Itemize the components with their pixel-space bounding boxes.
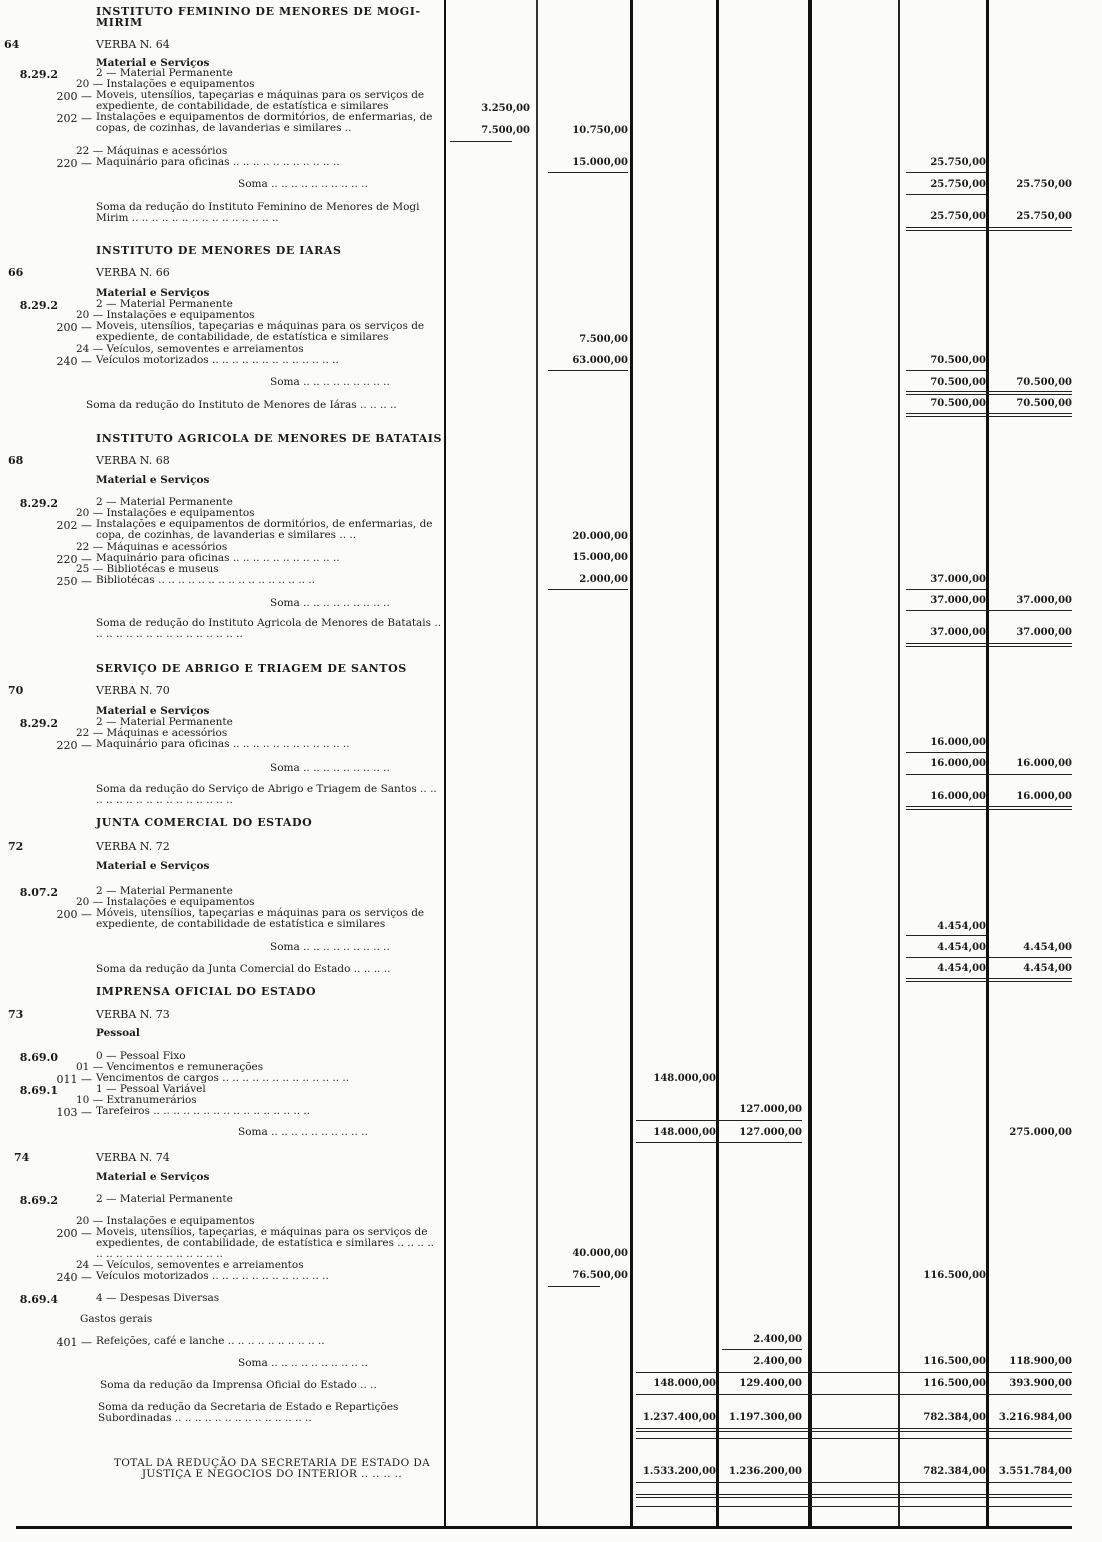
item-label: Veículos motorizados .. .. .. .. .. .. .. .. .. .. .. .. .. xyxy=(96,354,339,366)
reduction-label: Soma da redução do Serviço de Abrigo e Triagem de Santos .. .. .. .. .. .. .. .. .. .. .. .. .. .. .. .. xyxy=(96,783,437,806)
item-code: 200 — xyxy=(56,90,92,103)
amount: 2.000,00 xyxy=(579,574,628,585)
item-code: 200 — xyxy=(56,321,92,334)
verba-code: 66 xyxy=(8,266,24,279)
item-label: Vencimentos de cargos .. .. .. .. .. .. .. .. .. .. .. .. .. xyxy=(96,1072,350,1084)
item-code: 202 — xyxy=(56,112,92,125)
amount: 127.000,00 xyxy=(739,1104,802,1115)
item-label: 1 — Pessoal Variável xyxy=(96,1083,206,1095)
amount: 16.000,00 xyxy=(930,791,986,802)
amount: 4.454,00 xyxy=(937,963,986,974)
amount: 148.000,00 xyxy=(653,1127,716,1138)
verba-label: VERBA N. 70 xyxy=(96,684,170,697)
amount: 15.000,00 xyxy=(572,552,628,563)
item-label: 2 — Material Permanente xyxy=(96,67,233,79)
amount: 2.400,00 xyxy=(753,1334,802,1345)
class-code: 8.29.2 xyxy=(19,497,58,510)
item-label: 01 — Vencimentos e remunerações xyxy=(76,1061,264,1073)
amount: 116.500,00 xyxy=(923,1356,986,1367)
amount: 16.000,00 xyxy=(1016,791,1072,802)
amount: 3.250,00 xyxy=(481,103,530,114)
item-label: 22 — Máquinas e acessórios xyxy=(76,145,228,157)
item-label: 2 — Material Permanente xyxy=(96,496,233,508)
item-label: 24 — Veículos, semoventes e arreiamentos xyxy=(76,343,304,355)
item-code: 202 — xyxy=(56,519,92,532)
item-code: 240 — xyxy=(56,1271,92,1284)
item-code: 220 — xyxy=(56,739,92,752)
category: Material e Serviços xyxy=(96,705,210,717)
item-label: 2 — Material Permanente xyxy=(96,1193,233,1205)
item-label: 25 — Bibliotécas e museus xyxy=(76,563,219,575)
amount: 25.750,00 xyxy=(930,157,986,168)
item-label: Tarefeiros .. .. .. .. .. .. .. .. .. .. .. .. .. .. .. .. xyxy=(96,1105,311,1117)
amount: 25.750,00 xyxy=(1016,211,1072,222)
amount: 782.384,00 xyxy=(923,1412,986,1423)
amount: 7.500,00 xyxy=(481,125,530,136)
amount: 25.750,00 xyxy=(930,211,986,222)
amount: 148.000,00 xyxy=(653,1378,716,1389)
item-label: Maquinário para oficinas .. .. .. .. .. .. .. .. .. .. .. .. xyxy=(96,738,350,750)
category: Material e Serviços xyxy=(96,1171,210,1183)
amount: 116.500,00 xyxy=(923,1378,986,1389)
section-title: JUNTA COMERCIAL DO ESTADO xyxy=(96,816,313,829)
verba-label: VERBA N. 74 xyxy=(96,1151,170,1164)
verba-code: 74 xyxy=(14,1151,30,1164)
item-label: 22 — Máquinas e acessórios xyxy=(76,541,228,553)
amount: 4.454,00 xyxy=(937,921,986,932)
category: Material e Serviços xyxy=(96,474,210,486)
soma-label: Soma .. .. .. .. .. .. .. .. .. .. xyxy=(238,178,368,190)
amount: 63.000,00 xyxy=(572,355,628,366)
verba-code: 70 xyxy=(8,684,24,697)
amount: 37.000,00 xyxy=(1016,595,1072,606)
reduction-label: Soma da redução do Instituto de Menores de Iáras .. .. .. .. xyxy=(86,399,397,411)
amount: 1.236.200,00 xyxy=(728,1466,802,1477)
amount: 20.000,00 xyxy=(572,531,628,542)
reduction-label: Soma de redução do Instituto Agricola de Menores de Batatais .. .. .. .. .. .. .. .. .. .. .. .. .. .. .. .. xyxy=(96,617,442,640)
item-label: Bibliotécas .. .. .. .. .. .. .. .. .. .. .. .. .. .. .. .. xyxy=(96,574,316,586)
item-label: 2 — Material Permanente xyxy=(96,716,233,728)
soma-label: Soma .. .. .. .. .. .. .. .. .. xyxy=(270,762,390,774)
amount: 37.000,00 xyxy=(930,574,986,585)
category: Material e Serviços xyxy=(96,57,210,69)
soma-label: Soma .. .. .. .. .. .. .. .. .. xyxy=(270,376,390,388)
amount: 37.000,00 xyxy=(1016,627,1072,638)
item-label: Instalações e equipamentos de dormitórios, de enfermarias, de copa, de cozinhas, de lavanderias e similares .. .. xyxy=(96,518,433,541)
item-label: 4 — Despesas Diversas xyxy=(96,1292,220,1304)
item-label: 22 — Máquinas e acessórios xyxy=(76,727,228,739)
verba-label: VERBA N. 66 xyxy=(96,266,170,279)
class-code: 8.69.4 xyxy=(19,1293,58,1306)
amount: 275.000,00 xyxy=(1009,1127,1072,1138)
amount: 10.750,00 xyxy=(572,125,628,136)
amount: 37.000,00 xyxy=(930,595,986,606)
amount: 4.454,00 xyxy=(937,942,986,953)
amount: 148.000,00 xyxy=(653,1073,716,1084)
category: Pessoal xyxy=(96,1027,140,1039)
amount: 3.551.784,00 xyxy=(998,1466,1072,1477)
reduction-label: Soma da redução da Imprensa Oficial do Estado .. .. xyxy=(100,1379,377,1391)
class-code: 8.29.2 xyxy=(19,299,58,312)
item-label: 20 — Instalações e equipamentos xyxy=(76,896,255,908)
amount: 37.000,00 xyxy=(930,627,986,638)
amount: 70.500,00 xyxy=(930,398,986,409)
section-title: INSTITUTO FEMININO DE MENORES DE MOGI- MIRIM xyxy=(96,5,421,29)
verba-code: 72 xyxy=(8,840,24,853)
item-code: 011 — xyxy=(56,1073,92,1086)
amount: 2.400,00 xyxy=(753,1356,802,1367)
soma-label: Soma .. .. .. .. .. .. .. .. .. .. xyxy=(238,1126,368,1138)
item-code: 220 — xyxy=(56,157,92,170)
item-code: 200 — xyxy=(56,908,92,921)
soma-label: Soma .. .. .. .. .. .. .. .. .. xyxy=(270,597,390,609)
amount: 127.000,00 xyxy=(739,1127,802,1138)
item-label: Maquinário para oficinas .. .. .. .. .. .. .. .. .. .. .. xyxy=(96,552,340,564)
section-title: INSTITUTO DE MENORES DE IARAS xyxy=(96,244,342,257)
amount: 116.500,00 xyxy=(923,1270,986,1281)
item-code: 240 — xyxy=(56,355,92,368)
verba-code: 68 xyxy=(8,454,24,467)
amount: 4.454,00 xyxy=(1023,942,1072,953)
total-label: TOTAL DA REDUÇÃO DA SECRETARIA DE ESTADO DA JUSTIÇA E NEGOCIOS DO INTERIOR .. .. .. .. xyxy=(113,1457,431,1480)
item-label: 2 — Material Permanente xyxy=(96,885,233,897)
item-label: 20 — Instalações e equipamentos xyxy=(76,309,255,321)
item-label: Moveis, utensílios, tapeçarias, e máquinas para os serviços de expedientes, de contabilidade, de estatística e similares .. .. .. .. .. .. .. .. .. .. .. .. .. .. .. .. .. xyxy=(96,1226,435,1260)
amount: 129.400,00 xyxy=(739,1378,802,1389)
amount: 118.900,00 xyxy=(1009,1356,1072,1367)
amount: 40.000,00 xyxy=(572,1248,628,1259)
class-code: 8.29.2 xyxy=(19,68,58,81)
item-label: 20 — Instalações e equipamentos xyxy=(76,78,255,90)
item-code: 250 — xyxy=(56,575,92,588)
amount: 393.900,00 xyxy=(1009,1378,1072,1389)
verba-label: VERBA N. 72 xyxy=(96,840,170,853)
verba-label: VERBA N. 64 xyxy=(96,38,170,51)
verba-code: 73 xyxy=(8,1008,24,1021)
item-code: 220 — xyxy=(56,553,92,566)
amount: 4.454,00 xyxy=(1023,963,1072,974)
class-code: 8.29.2 xyxy=(19,717,58,730)
amount: 16.000,00 xyxy=(1016,758,1072,769)
item-label: Veículos motorizados .. .. .. .. .. .. .. .. .. .. .. .. xyxy=(96,1270,329,1282)
amount: 16.000,00 xyxy=(930,758,986,769)
verba-code: 64 xyxy=(4,38,20,51)
category: Material e Serviços xyxy=(96,287,210,299)
soma-label: Soma .. .. .. .. .. .. .. .. .. xyxy=(270,941,390,953)
amount: 7.500,00 xyxy=(579,334,628,345)
amount: 70.500,00 xyxy=(1016,398,1072,409)
item-label: Moveis, utensílios, tapeçarias e máquinas para os serviços de expediente, de contabilidade, de estatística e similares xyxy=(96,89,425,112)
item-label: Maquinário para oficinas .. .. .. .. .. .. .. .. .. .. .. xyxy=(96,156,340,168)
item-label: 20 — Instalações e equipamentos xyxy=(76,1215,255,1227)
item-label: Refeições, café e lanche .. .. .. .. .. .. .. .. .. .. xyxy=(96,1335,325,1347)
class-code: 8.69.2 xyxy=(19,1194,58,1207)
item-code: 103 — xyxy=(56,1106,92,1119)
amount: 70.500,00 xyxy=(930,355,986,366)
item-label: 20 — Instalações e equipamentos xyxy=(76,507,255,519)
amount: 15.000,00 xyxy=(572,157,628,168)
amount: 25.750,00 xyxy=(930,179,986,190)
amount: 16.000,00 xyxy=(930,737,986,748)
amount: 25.750,00 xyxy=(1016,179,1072,190)
reduction-label: Soma da redução do Instituto Feminino de Menores de Mogi Mirim .. .. .. .. .. .. .. .. .. .. .. .. .. .. .. xyxy=(96,201,420,224)
class-code: 8.69.1 xyxy=(19,1084,58,1097)
reduction-label: Soma da redução da Secretaria de Estado e Repartições Subordinadas .. .. .. .. .. .. .. .. .. .. .. .. .. .. xyxy=(98,1401,399,1424)
item-label: Instalações e equipamentos de dormitórios, de enfermarias, de copas, de cozinhas, de lavanderias e similares .. xyxy=(96,111,433,134)
amount: 1.197.300,00 xyxy=(728,1412,802,1423)
item-label: 0 — Pessoal Fixo xyxy=(96,1050,186,1062)
amount: 782.384,00 xyxy=(923,1466,986,1477)
class-code: 8.69.0 xyxy=(19,1051,58,1064)
item-label: Gastos gerais xyxy=(80,1313,153,1325)
amount: 76.500,00 xyxy=(572,1270,628,1281)
section-title: SERVIÇO DE ABRIGO E TRIAGEM DE SANTOS xyxy=(96,662,407,675)
class-code: 8.07.2 xyxy=(19,886,58,899)
item-code: 401 — xyxy=(56,1336,92,1349)
verba-label: VERBA N. 73 xyxy=(96,1008,170,1021)
category: Material e Serviços xyxy=(96,860,210,872)
amount: 3.216.984,00 xyxy=(998,1412,1072,1423)
item-label: Móveis, utensílios, tapeçarias e máquinas para os serviços de expediente, de contabilidade de estatística e similares xyxy=(96,907,425,930)
soma-label: Soma .. .. .. .. .. .. .. .. .. .. xyxy=(238,1357,368,1369)
amount: 1.533.200,00 xyxy=(642,1466,716,1477)
amount: 70.500,00 xyxy=(1016,377,1072,388)
item-label: 24 — Veículos, semoventes e arreiamentos xyxy=(76,1259,304,1271)
reduction-label: Soma da redução da Junta Comercial do Estado .. .. .. .. xyxy=(96,963,391,975)
verba-label: VERBA N. 68 xyxy=(96,454,170,467)
item-label: 2 — Material Permanente xyxy=(96,298,233,310)
amount: 1.237.400,00 xyxy=(642,1412,716,1423)
item-label: 10 — Extranumerários xyxy=(76,1094,197,1106)
item-code: 200 — xyxy=(56,1227,92,1240)
item-label: Moveis, utensílios, tapeçarias e máquinas para os serviços de expediente, de contabilidade, de estatística e similares xyxy=(96,320,425,343)
amount: 70.500,00 xyxy=(930,377,986,388)
section-title: IMPRENSA OFICIAL DO ESTADO xyxy=(96,985,317,998)
section-title: INSTITUTO AGRICOLA DE MENORES DE BATATAIS xyxy=(96,432,443,445)
